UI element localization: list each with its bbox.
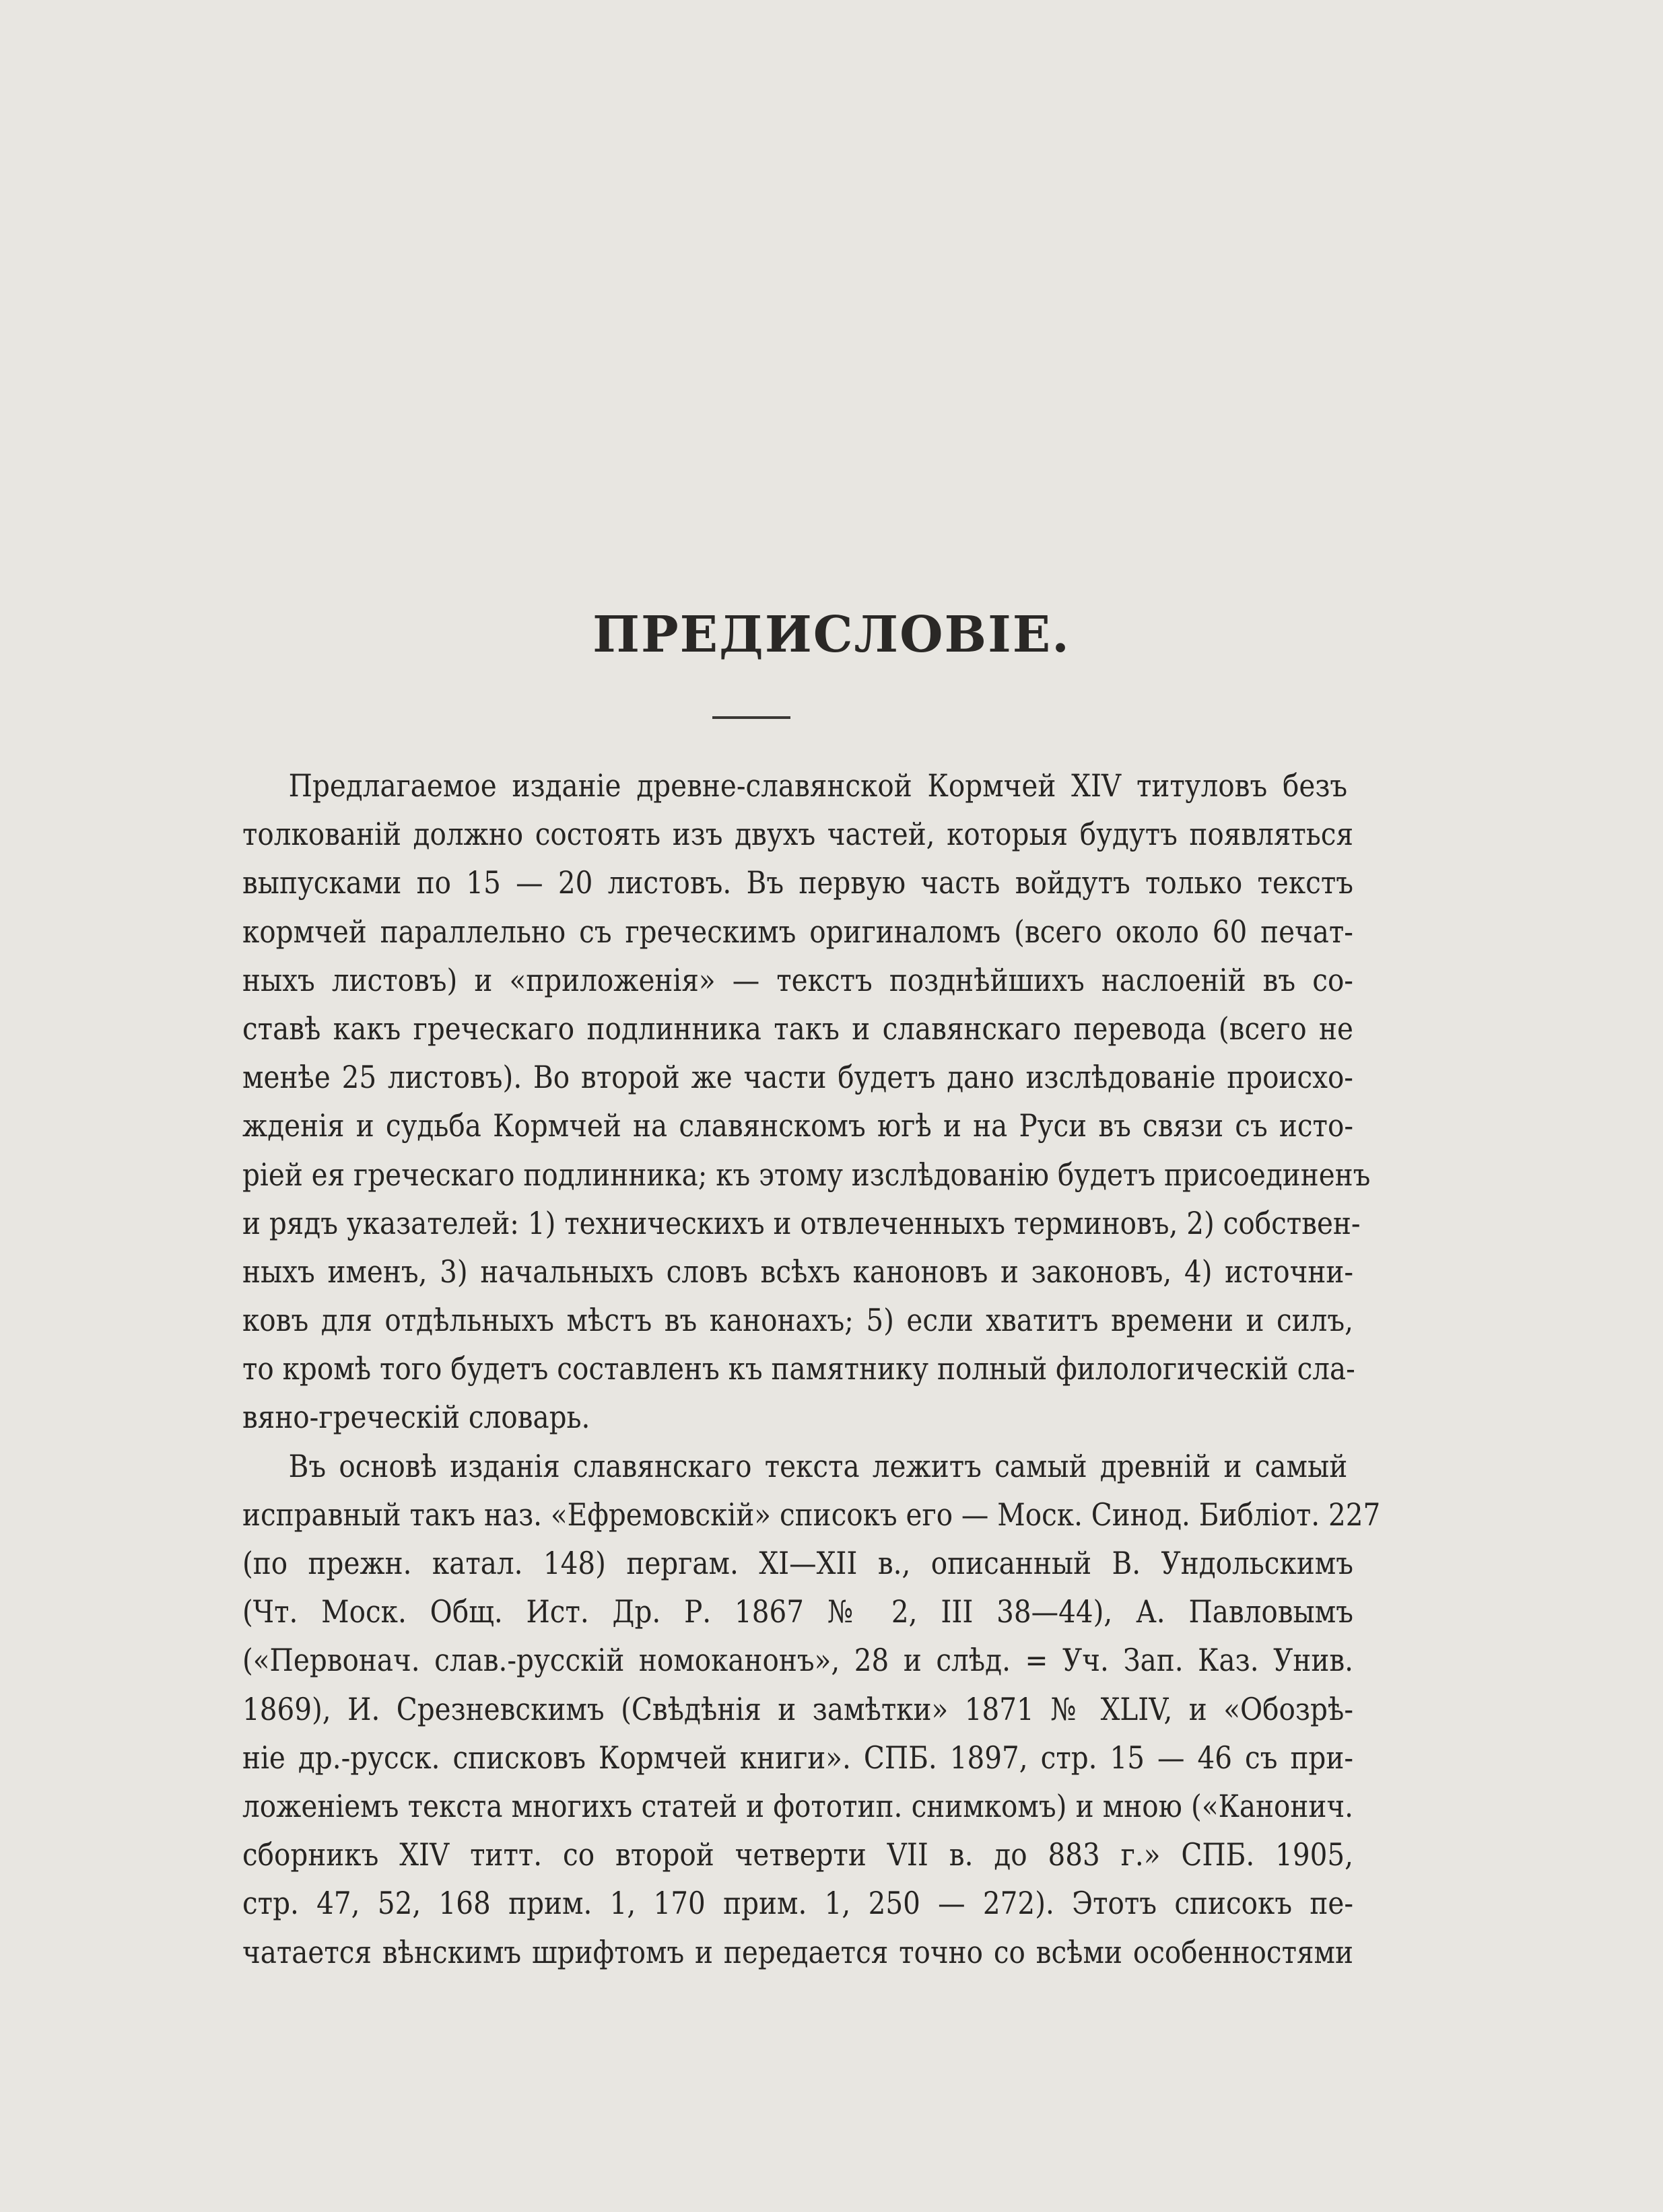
text-line: ставѣ какъ греческаго подлинника такъ и славянскаго перевода (всего не (242, 1010, 1353, 1047)
text-line: кормчей параллельно съ греческимъ оригиналомъ (всего около 60 печат- (242, 913, 1353, 950)
text-line: то кромѣ того будетъ составленъ къ памятнику полный филологическій сла- (242, 1350, 1355, 1387)
text-line: («Первонач. слав.-русскій номоканонъ», 28 и слѣд. = Уч. Зап. Каз. Унив. (242, 1642, 1353, 1679)
text-line: толкованій должно состоять изъ двухъ частей, которыя будутъ появляться (242, 816, 1353, 853)
text-line: и рядъ указателей: 1) техническихъ и отвлеченныхъ терминовъ, 2) собствен- (242, 1204, 1361, 1241)
text-line: (Чт. Моск. Общ. Ист. Др. Р. 1867 № 2, III 38—44), А. Павловымъ (242, 1593, 1353, 1630)
text-line: выпусками по 15 — 20 листовъ. Въ первую часть войдутъ только текстъ (242, 864, 1353, 901)
text-line: ныхъ именъ, 3) начальныхъ словъ всѣхъ каноновъ и законовъ, 4) источни- (242, 1253, 1353, 1290)
title-rule (712, 716, 790, 719)
text-line: ріей ея греческаго подлинника; къ этому изслѣдованію будетъ присоединенъ (242, 1156, 1371, 1193)
paragraph-1 (242, 761, 1371, 1442)
text-line: вяно-греческій словарь. (242, 1399, 590, 1436)
text-line: ковъ для отдѣльныхъ мѣстъ въ канонахъ; 5) если хватитъ времени и силъ, (242, 1302, 1353, 1339)
text-line: Въ основѣ изданія славянскаго текста лежитъ самый древній и самый (288, 1447, 1348, 1484)
text-line: чатается вѣнскимъ шрифтомъ и передается точно со всѣми особенностями (242, 1933, 1353, 1970)
text-line: Предлагаемое изданіе древне-славянской Кормчей XIV титуловъ безъ (288, 767, 1348, 804)
text-line: ныхъ листовъ) и «приложенія» — текстъ позднѣйшихъ наслоеній въ со- (242, 961, 1353, 998)
page-title: ПРЕДИСЛОВІЕ. (592, 606, 1071, 664)
text-line: менѣе 25 листовъ). Во второй же части будетъ дано изслѣдованіе происхо- (242, 1059, 1353, 1096)
text-line: жденія и судьба Кормчей на славянскомъ югѣ и на Руси въ связи съ исто- (242, 1107, 1353, 1144)
text-line: ложеніемъ текста многихъ статей и фототип. снимкомъ) и мною («Канонич. (242, 1787, 1353, 1824)
text-line: исправный такъ наз. «Ефремовскій» списокъ его — Моск. Синод. Библіот. 227 (242, 1496, 1381, 1533)
body-text (242, 761, 1381, 1976)
text-line: ніе др.-русск. списковъ Кормчей книги». СПБ. 1897, стр. 15 — 46 съ при- (242, 1739, 1353, 1776)
text-line: 1869), И. Срезневскимъ (Свѣдѣнія и замѣтки» 1871 № XLIV, и «Обозрѣ- (242, 1690, 1353, 1727)
text-line: сборникъ XIV титт. со второй четверти VII в. до 883 г.» СПБ. 1905, (242, 1836, 1353, 1873)
text-line: (по прежн. катал. 148) пергам. XI—XII в., описанный В. Ундольскимъ (242, 1545, 1353, 1581)
text-line: стр. 47, 52, 168 прим. 1, 170 прим. 1, 250 — 272). Этотъ списокъ пе- (242, 1885, 1353, 1922)
paragraph-2 (242, 1442, 1381, 1976)
